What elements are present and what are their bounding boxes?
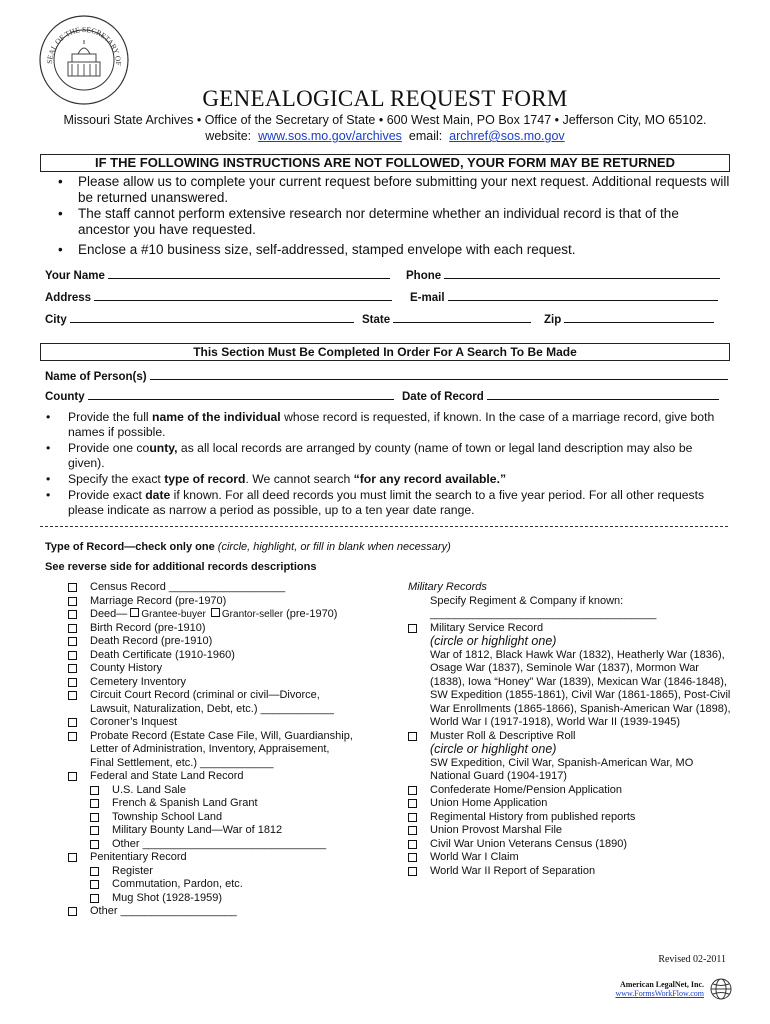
address-line-blank[interactable]: [94, 290, 392, 301]
other-record-option[interactable]: Other ___________________: [64, 905, 394, 919]
checkbox[interactable]: [68, 678, 77, 687]
township-school-land-option[interactable]: Township School Land: [64, 811, 394, 825]
address-line: Missouri State Archives • Office of the Secretary of State • 600 West Main, PO Box 1747 • Jefferson City, MO 65102.: [63, 113, 707, 127]
checkbox[interactable]: [408, 624, 417, 633]
guidance-item: • Specify the exact type of record. We cannot search “for any record available.”: [40, 472, 720, 487]
provost-marshal-option[interactable]: Union Provost Marshal File: [404, 824, 734, 838]
instruction-item: • Enclose a #10 business size, self-addressed, stamped envelope with each request.: [40, 242, 730, 258]
checkbox[interactable]: [68, 637, 77, 646]
type-of-record-line: [45, 541, 451, 553]
commutation-pardon-option[interactable]: Commutation, Pardon, etc.: [64, 878, 394, 892]
search-guidance: [40, 410, 720, 519]
publisher-link[interactable]: www.FormsWorkFlow.com: [615, 989, 704, 998]
county-label: County: [45, 391, 85, 403]
checkbox[interactable]: [408, 786, 417, 795]
contact-line: [0, 129, 770, 143]
section-divider: [40, 526, 728, 527]
instructions-heading: IF THE FOLLOWING INSTRUCTIONS ARE NOT FOLLOWED, YOUR FORM MAY BE RETURNED: [95, 155, 675, 170]
veterans-census-option[interactable]: Civil War Union Veterans Census (1890): [404, 838, 734, 852]
instruction-item: • Please allow us to complete your current request before submitting your next request. Additional requests will be returned unanswered.: [40, 174, 730, 206]
penitentiary-record-option[interactable]: Penitentiary Record: [64, 851, 394, 865]
date-of-record-line[interactable]: [487, 389, 719, 400]
cemetery-inventory-option[interactable]: Cemetery Inventory: [64, 676, 394, 690]
checkbox[interactable]: [90, 894, 99, 903]
coroners-inquest-option[interactable]: Coroner’s Inquest: [64, 716, 394, 730]
probate-record-option[interactable]: Probate Record (Estate Case File, Will, Guardianship,: [64, 730, 394, 744]
checkbox[interactable]: [408, 799, 417, 808]
checkbox[interactable]: [408, 840, 417, 849]
publisher-logo: [615, 978, 732, 1000]
checkbox[interactable]: [90, 867, 99, 876]
email-link[interactable]: archref@sos.mo.gov: [449, 129, 565, 143]
checkbox[interactable]: [68, 597, 77, 606]
circuit-court-option[interactable]: Circuit Court Record (criminal or civil—Divorce,: [64, 689, 394, 703]
probate-cont: Final Settlement, etc.) ____________: [90, 756, 274, 769]
zip-label: Zip: [544, 314, 562, 326]
checkbox[interactable]: [68, 610, 77, 619]
military-specify-line[interactable]: _____________________________________: [430, 608, 657, 620]
email-label: email:: [408, 129, 443, 143]
email-field-label: E-mail: [410, 292, 445, 304]
state-line[interactable]: [393, 312, 531, 323]
mug-shot-option[interactable]: Mug Shot (1928-1959): [64, 892, 394, 906]
seal-text: SEAL OF THE SECRETARY OF: [44, 24, 124, 66]
war-list: War of 1812, Black Hawk War (1832), Heatherly War (1836), Osage War (1837), Seminole War (1837), Mormon War (1838), Iowa “Honey” War (1839), Mexican War (1846-1848), SW Expedition (1855-1861), Civil War (1861-1865), Post-Civil War Enrollments (1865-1866), Spanish-American War (1898), World War I (1917-1918), World War II (1939-1945): [430, 648, 731, 728]
union-home-option[interactable]: Union Home Application: [404, 797, 734, 811]
census-record-option[interactable]: Census Record ___________________: [64, 581, 394, 595]
address-label: Address: [45, 292, 92, 304]
checkbox[interactable]: [90, 826, 99, 835]
checkbox[interactable]: [68, 624, 77, 633]
state-label: State: [362, 314, 391, 326]
search-heading: This Section Must Be Completed In Order For A Search To Be Made: [193, 345, 577, 359]
your-name-field[interactable]: [45, 268, 390, 282]
deed-record-option[interactable]: Deed— Grantee-buyer Grantor-seller (pre-1970): [64, 608, 394, 622]
checkbox[interactable]: [90, 813, 99, 822]
name-of-persons-label: Name of Person(s): [45, 371, 147, 383]
marriage-record-option[interactable]: Marriage Record (pre-1970): [64, 595, 394, 609]
checkbox[interactable]: [408, 826, 417, 835]
checkbox[interactable]: [68, 664, 77, 673]
death-certificate-option[interactable]: Death Certificate (1910-1960): [64, 649, 394, 663]
ww2-separation-option[interactable]: World War II Report of Separation: [404, 865, 734, 879]
checkbox[interactable]: [90, 880, 99, 889]
confederate-pension-option[interactable]: Confederate Home/Pension Application: [404, 784, 734, 798]
date-of-record-field[interactable]: [402, 389, 719, 403]
circle-highlight-note: (circle or highlight one): [430, 634, 557, 648]
county-field[interactable]: [45, 389, 394, 403]
phone-label: Phone: [406, 270, 442, 282]
checkbox[interactable]: [90, 840, 99, 849]
checkbox[interactable]: [68, 691, 77, 700]
checkbox[interactable]: [408, 867, 417, 876]
your-name-label: Your Name: [45, 270, 105, 282]
phone-line[interactable]: [444, 268, 720, 279]
checkbox[interactable]: [90, 799, 99, 808]
regimental-history-option[interactable]: Regimental History from published reports: [404, 811, 734, 825]
circle-highlight-note: (circle or highlight one): [430, 742, 557, 756]
instruction-item: • The staff cannot perform extensive research nor determine whether an individual record is that of the ancestor you have requested.: [40, 206, 730, 238]
email-line[interactable]: [448, 290, 718, 301]
death-record-option[interactable]: Death Record (pre-1910): [64, 635, 394, 649]
checkbox[interactable]: [68, 853, 77, 862]
zip-field[interactable]: [544, 312, 714, 326]
globe-icon: [710, 978, 732, 1000]
revision-date: Revised 02-2011: [658, 954, 726, 965]
checkbox[interactable]: [68, 651, 77, 660]
city-line[interactable]: [70, 312, 354, 323]
muster-war-list: SW Expedition, Civil War, Spanish-American War, MO National Guard (1904-1917): [430, 756, 694, 782]
zip-line[interactable]: [564, 312, 714, 323]
instructions-list: [40, 174, 730, 258]
land-other-option[interactable]: Other ______________________________: [64, 838, 394, 852]
record-types-left: [64, 581, 394, 919]
checkbox[interactable]: [408, 853, 417, 862]
checkbox[interactable]: [90, 786, 99, 795]
birth-record-option[interactable]: Birth Record (pre-1910): [64, 622, 394, 636]
instructions-heading-box: [40, 154, 730, 172]
type-of-record-note: (circle, highlight, or fill in blank when necessary): [217, 541, 451, 553]
your-name-line[interactable]: [108, 268, 390, 279]
military-service-option[interactable]: Military Service Record: [404, 622, 734, 636]
checkbox[interactable]: [68, 718, 77, 727]
ww1-claim-option[interactable]: World War I Claim: [404, 851, 734, 865]
see-reverse-note: See reverse side for additional records descriptions: [45, 561, 317, 573]
military-bounty-land-option[interactable]: Military Bounty Land—War of 1812: [64, 824, 394, 838]
checkbox[interactable]: [68, 732, 77, 741]
penitentiary-register-option[interactable]: Register: [64, 865, 394, 879]
guidance-item: • Provide exact date if known. For all deed records you must limit the search to a five year period. For all other requests please indicate as narrow a period as possible, up to a ten year date range.: [40, 488, 720, 518]
email-field[interactable]: [410, 290, 718, 304]
circuit-court-cont: Lawsuit, Naturalization, Debt, etc.) ____________: [90, 702, 334, 715]
county-history-option[interactable]: County History: [64, 662, 394, 676]
muster-roll-option[interactable]: Muster Roll & Descriptive Roll: [404, 730, 734, 744]
website-label: website:: [205, 129, 252, 143]
military-specify-label: Specify Regiment & Company if known:: [430, 594, 624, 607]
land-record-option[interactable]: Federal and State Land Record: [64, 770, 394, 784]
type-of-record-label: Type of Record—check only one: [45, 541, 215, 553]
checkbox[interactable]: [408, 813, 417, 822]
city-field[interactable]: [45, 312, 354, 326]
phone-field[interactable]: [406, 268, 720, 282]
grantor-checkbox[interactable]: [211, 608, 220, 617]
checkbox[interactable]: [68, 772, 77, 781]
date-of-record-label: Date of Record: [402, 391, 484, 403]
name-of-persons-line[interactable]: [150, 369, 728, 380]
county-line[interactable]: [88, 389, 394, 400]
guidance-item: • Provide the full name of the individual whose record is requested, if known. In the case of a marriage record, give both names if possible.: [40, 410, 720, 440]
svg-text:SEAL OF THE SECRETARY OF STATE: [38, 14, 123, 66]
name-of-persons-field[interactable]: [45, 369, 728, 383]
grantee-checkbox[interactable]: [130, 608, 139, 617]
probate-cont: Letter of Administration, Inventory, Appraisement,: [90, 743, 330, 755]
checkbox[interactable]: [68, 907, 77, 916]
military-records-heading: Military Records: [408, 581, 487, 593]
guidance-item: • Provide one county, as all local records are arranged by county (name of town or legal land description may also be given).: [40, 441, 720, 471]
city-label: City: [45, 314, 67, 326]
us-land-sale-option[interactable]: U.S. Land Sale: [64, 784, 394, 798]
form-title: GENEALOGICAL REQUEST FORM: [202, 86, 568, 111]
checkbox[interactable]: [68, 583, 77, 592]
website-link[interactable]: www.sos.mo.gov/archives: [258, 129, 402, 143]
search-heading-box: [40, 343, 730, 361]
record-types-right: [404, 581, 734, 878]
checkbox[interactable]: [408, 732, 417, 741]
publisher-name: American LegalNet, Inc.: [620, 980, 704, 989]
address-field[interactable]: [45, 290, 392, 304]
french-spanish-grant-option[interactable]: French & Spanish Land Grant: [64, 797, 394, 811]
state-field[interactable]: [362, 312, 531, 326]
